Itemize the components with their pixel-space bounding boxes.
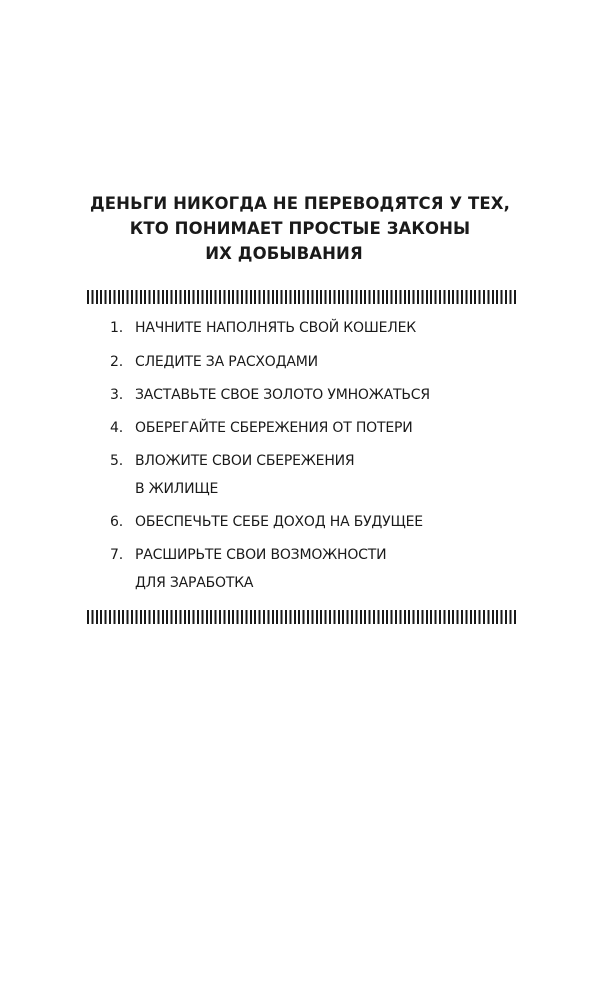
title-line: КТО ПОНИМАЕТ ПРОСТЫЕ ЗАКОНЫ [129, 219, 471, 239]
law-text-line: ВЛОЖИТЕ СВОИ СБЕРЕЖЕНИЯ [135, 453, 355, 469]
law-text-line: ОБЕРЕГАЙТЕ СБЕРЕЖЕНИЯ ОТ ПОТЕРИ [135, 420, 413, 436]
law-text [135, 381, 555, 409]
law-number: 3. [110, 387, 123, 403]
law-text [135, 447, 555, 503]
bottom-divider [87, 610, 517, 624]
law-text-line: СЛЕДИТЕ ЗА РАСХОДАМИ [135, 354, 318, 370]
law-text [135, 348, 555, 376]
law-text [135, 541, 555, 597]
law-text-line: ЗАСТАВЬТЕ СВОЕ ЗОЛОТО УМНОЖАТЬСЯ [135, 387, 430, 403]
law-number: 1. [110, 320, 123, 336]
law-number: 5. [110, 453, 123, 469]
law-text-line: НАЧНИТЕ НАПОЛНЯТЬ СВОЙ КОШЕЛЕК [135, 320, 417, 336]
law-text-line: ДЛЯ ЗАРАБОТКА [135, 575, 254, 591]
law-text-line: ОБЕСПЕЧЬТЕ СЕБЕ ДОХОД НА БУДУЩЕЕ [135, 514, 423, 530]
law-text [135, 414, 555, 442]
title-line: ИХ ДОБЫВАНИЯ [205, 244, 363, 264]
law-number: 4. [110, 420, 123, 436]
law-text-line: В ЖИЛИЩЕ [135, 481, 219, 497]
law-number: 6. [110, 514, 123, 530]
law-text [135, 314, 555, 342]
law-text-line: РАСШИРЬТЕ СВОИ ВОЗМОЖНОСТИ [135, 547, 387, 563]
law-number: 7. [110, 547, 123, 563]
law-text [135, 508, 555, 536]
law-number: 2. [110, 354, 123, 370]
title-line: ДЕНЬГИ НИКОГДА НЕ ПЕРЕВОДЯТСЯ У ТЕХ, [90, 194, 510, 214]
